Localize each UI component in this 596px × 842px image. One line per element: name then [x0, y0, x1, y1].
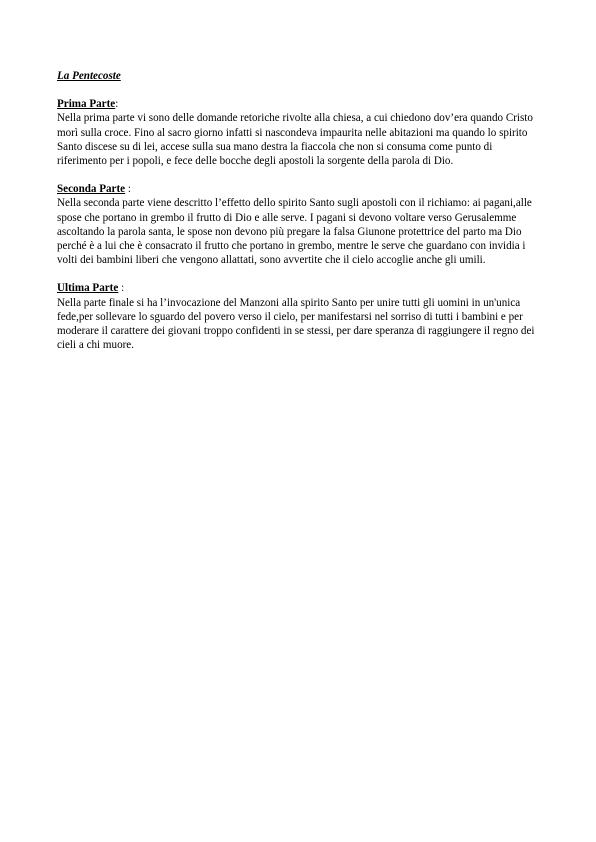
section-heading [57, 97, 539, 111]
section-heading-label: Seconda Parte [57, 183, 126, 196]
document-title: La Pentecoste [57, 70, 121, 82]
section-prima-parte [57, 97, 539, 168]
section-heading-separator: : [118, 282, 125, 295]
section-body: Nella parte finale si ha l’invocazione del Manzoni alla spirito Santo per unire tutti gli uomini in un'unica fede,per sollevare lo sguardo del povero verso il cielo, per manifestarsi nel sorriso di tutti i bambini e per moderare il carattere dei giovani troppo confidenti in se stessi, per dare speranza di raggiungere il regno dei cieli a chi muore. [57, 296, 535, 352]
section-body: Nella seconda parte viene descritto l’effetto dello spirito Santo sugli apostoli con il richiamo: ai pagani,alle spose che portano in grembo il frutto di Dio e alle serve. I pagani si devono voltare verso Gerusalemme ascoltando la parola santa, le spose non devono più pregare la falsa Giunone protettrice del parto ma Dio perché è a lui che è consacrato il frutto che portano in grembo, mentre le serve che guardano con invidia i volti dei bambini liberi che vengono allattati, sono avvertite che il cielo accoglie anche gli umili. [57, 197, 532, 267]
section-seconda-parte [57, 182, 539, 267]
section-heading-label: Prima Parte [57, 98, 116, 111]
section-heading-separator: : [125, 183, 131, 196]
section-body: Nella prima parte vi sono delle domande retoriche rivolte alla chiesa, a cui chiedono dov’era quando Cristo morì sulla croce. Fino al sacro giorno infatti si nascondeva impaurita nelle abitazioni ma quando lo spirito Santo discese su di lei, accese sulla sua mano destra la fiaccola che non si consuma come punto di riferimento per i popoli, e fece delle bocche degli apostoli la sorgente della parola di Dio. [57, 112, 533, 168]
section-heading [57, 182, 539, 196]
section-heading [57, 281, 539, 295]
section-heading-label: Ultima Parte [57, 282, 119, 295]
document-page [57, 69, 539, 366]
section-ultima-parte [57, 281, 539, 352]
section-heading-separator: : [115, 98, 119, 111]
